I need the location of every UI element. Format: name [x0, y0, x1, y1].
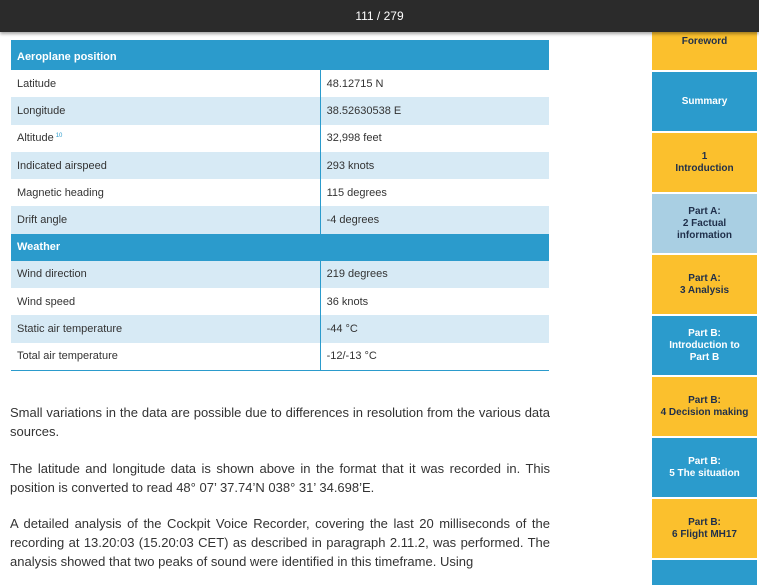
sidebar-tab-label: 1 Introduction — [675, 150, 734, 174]
row-label: Wind direction — [11, 261, 320, 288]
row-label: Longitude — [11, 97, 320, 124]
body-paragraph: A detailed analysis of the Cockpit Voice Recorder, covering the last 20 milliseconds of the recording at 13.20:03 (15.20:03 CET) as described in paragraph 2.11.2, was performed. The analysis showed that two peaks of sound were identified in this timeframe. Using — [10, 516, 550, 569]
sidebar-tab-the-situation[interactable] — [652, 438, 757, 497]
body-paragraph: Small variations in the data are possible due to differences in resolution from the various data sources. — [10, 405, 550, 439]
page-indicator: 111 / 279 — [355, 9, 404, 23]
row-label: Drift angle — [11, 206, 320, 233]
row-value: 48.12715 N — [320, 70, 549, 97]
row-value: -12/-13 °C — [320, 343, 549, 371]
table-row — [11, 288, 549, 315]
sidebar-tab-introduction[interactable] — [652, 133, 757, 192]
table-row — [11, 315, 549, 342]
table-row — [11, 70, 549, 97]
table-row — [11, 152, 549, 179]
sidebar-tab-label: Part B: 4 Decision making — [660, 394, 749, 418]
row-label: Latitude — [17, 77, 57, 90]
footnote-marker[interactable]: 10 — [55, 132, 63, 139]
row-value: -4 degrees — [320, 206, 549, 233]
table-row — [11, 125, 549, 152]
sidebar-tab-decision-making[interactable] — [652, 377, 757, 436]
table-row — [11, 261, 549, 288]
row-value: -44 °C — [320, 315, 549, 342]
row-value: 38.52630538 E — [320, 97, 549, 124]
sidebar-tab-label: Part B: 5 The situation — [669, 455, 740, 479]
sidebar-tab-analysis[interactable] — [652, 255, 757, 314]
row-value: 293 knots — [320, 152, 549, 179]
row-value: 115 degrees — [320, 179, 549, 206]
sidebar-tab-factual-information[interactable] — [652, 194, 757, 253]
viewer-toolbar — [0, 0, 759, 32]
sidebar-tab-introduction-part-b[interactable] — [652, 316, 757, 375]
table-row — [11, 97, 549, 124]
table-row — [11, 179, 549, 206]
row-label: Wind speed — [17, 295, 76, 308]
row-label: Altitude — [17, 132, 54, 145]
section-title: Weather — [11, 234, 549, 261]
sidebar-tab-label: Part B: 6 Flight MH17 — [671, 516, 737, 540]
sidebar-tab-label: Summary — [681, 95, 728, 107]
row-value: 32,998 feet — [320, 125, 549, 152]
row-value: 219 degrees — [320, 261, 549, 288]
section-title: Aeroplane position — [11, 40, 549, 70]
row-label: Static air temperature — [11, 315, 320, 342]
row-label: Indicated airspeed — [11, 152, 320, 179]
document-page[interactable] — [0, 32, 562, 585]
sidebar-tab-flight-mh17[interactable] — [652, 499, 757, 558]
row-label: Total air temperature — [11, 343, 320, 371]
sidebar-tab-label: Part A: 3 Analysis — [679, 272, 730, 296]
row-label: Magnetic heading — [17, 186, 104, 199]
body-paragraph: The latitude and longitude data is shown above in the format that it was recorded in. This position is converted to read 48° 07’ 37.74’N 038° 31’ 34.698’E. — [10, 461, 550, 495]
table-row — [11, 343, 549, 371]
sidebar-tab-label: Part A: 2 Factual information — [677, 205, 732, 241]
chapter-sidebar — [652, 0, 759, 585]
sidebar-tab-label: Part B: Introduction to Part B — [669, 327, 740, 363]
sidebar-tab-next[interactable] — [652, 560, 757, 585]
flight-data-table — [11, 40, 549, 371]
sidebar-tab-label: Foreword — [681, 36, 728, 47]
row-label-cell — [11, 125, 320, 152]
table-section-header — [11, 234, 549, 261]
row-value: 36 knots — [320, 288, 549, 315]
table-row — [11, 206, 549, 233]
table-section-header — [11, 40, 549, 70]
sidebar-tab-summary[interactable] — [652, 72, 757, 131]
